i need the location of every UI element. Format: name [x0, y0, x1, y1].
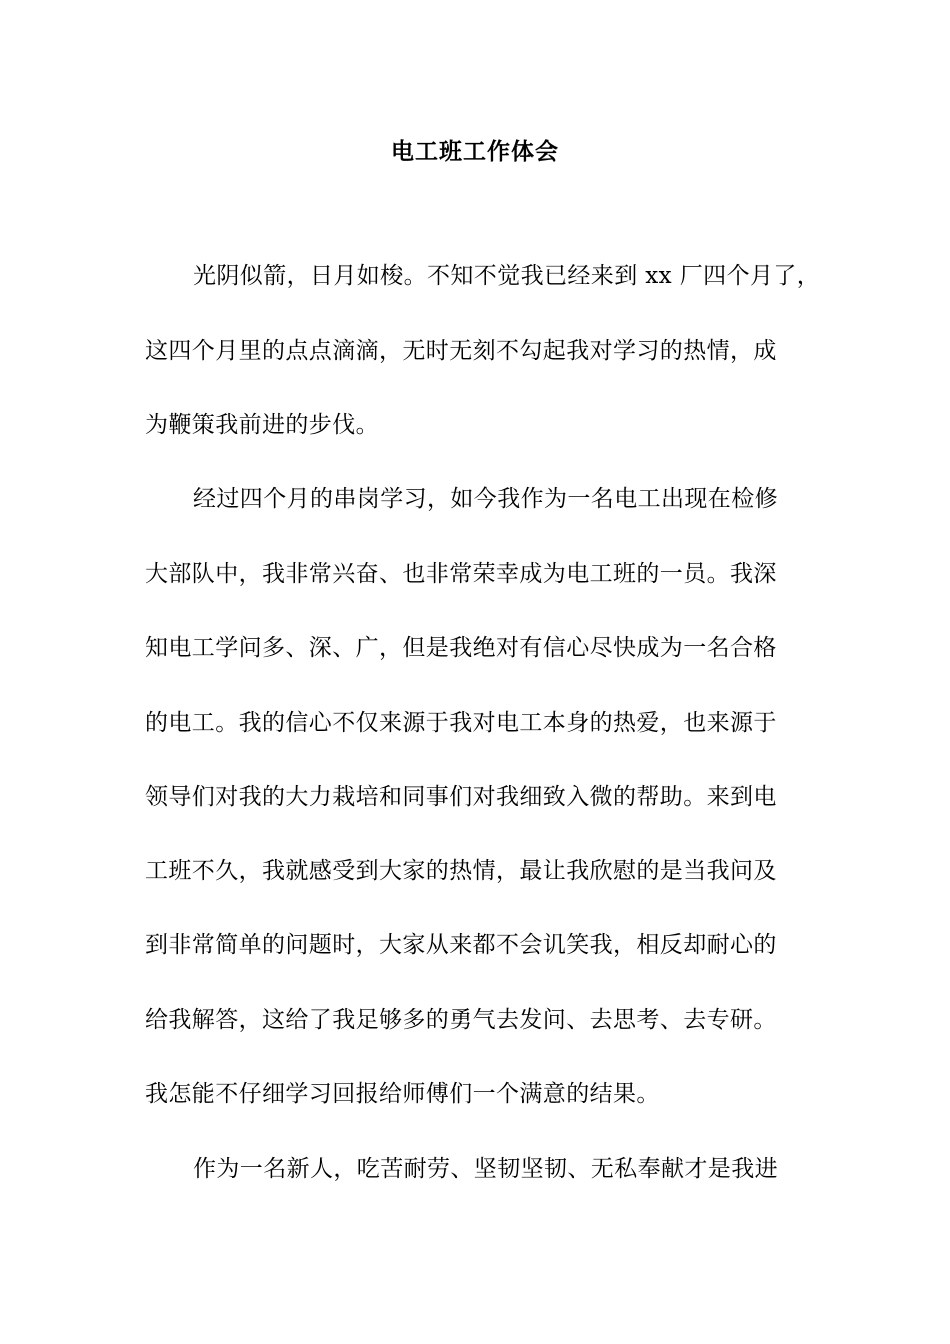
paragraph-2-line-9: 我怎能不仔细学习回报给师傅们一个满意的结果。: [145, 1081, 660, 1107]
paragraph-1-line-2: 这四个月里的点点滴滴，无时无刻不勾起我对学习的热情，成: [145, 338, 777, 364]
paragraph-2-line-8: 给我解答，这给了我足够多的勇气去发问、去思考、去专研。: [145, 1007, 777, 1033]
document-title: 电工班工作体会: [391, 138, 559, 165]
paragraph-1-line-3: 为鞭策我前进的步伐。: [145, 412, 379, 438]
paragraph-2-line-4: 的电工。我的信心不仅来源于我对电工本身的热爱，也来源于: [145, 710, 777, 736]
paragraph-2-line-2: 大部队中，我非常兴奋、也非常荣幸成为电工班的一员。我深: [145, 561, 777, 587]
paragraph-2-line-3: 知电工学问多、深、广，但是我绝对有信心尽快成为一名合格: [145, 635, 777, 661]
paragraph-2-line-6: 工班不久，我就感受到大家的热情，最让我欣慰的是当我问及: [145, 858, 777, 884]
paragraph-2-line-5: 领导们对我的大力栽培和同事们对我细致入微的帮助。来到电: [145, 784, 777, 810]
paragraph-2-line-1: 经过四个月的串岗学习，如今我作为一名电工出现在检修: [193, 486, 778, 512]
paragraph-1-line-1: 光阴似箭，日月如梭。不知不觉我已经来到 xx 厂四个月了，: [193, 263, 821, 289]
paragraph-2-line-7: 到非常简单的问题时，大家从来都不会讥笑我，相反却耐心的: [145, 932, 777, 958]
paragraph-3-line-1: 作为一名新人，吃苦耐劳、坚韧坚韧、无私奉献才是我进: [193, 1156, 778, 1182]
